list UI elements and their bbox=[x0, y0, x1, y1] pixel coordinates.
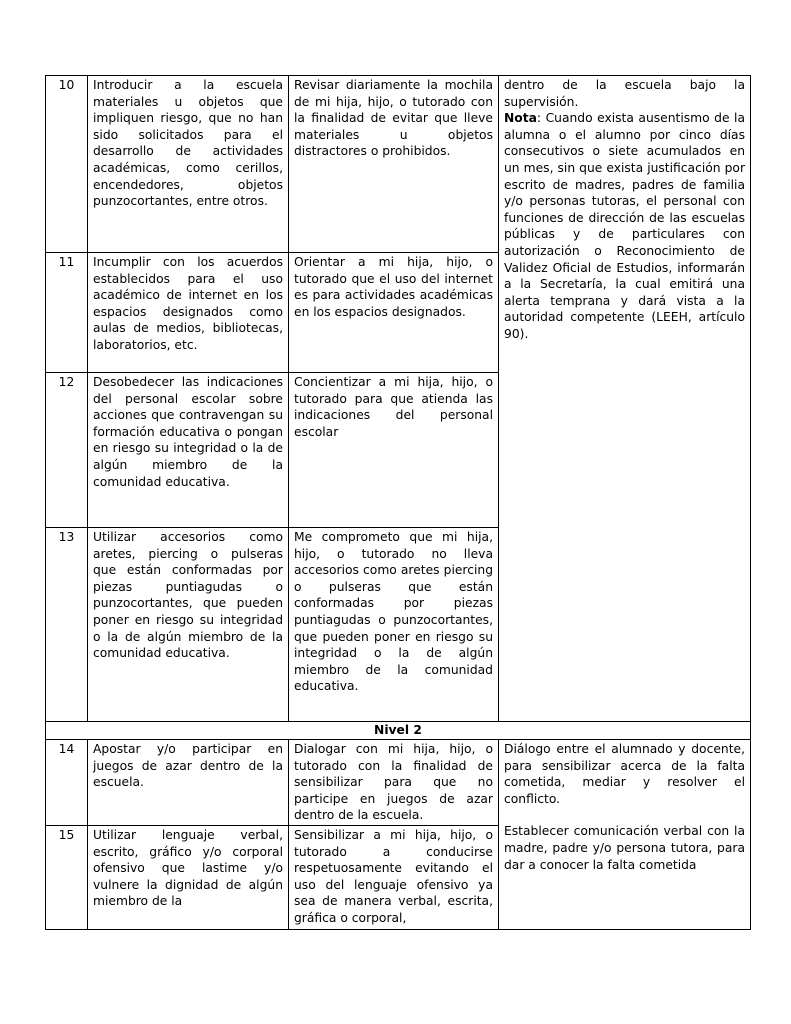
commitment-cell: Revisar diariamente la mochila de mi hija, hijo, o tutorado con la finalidad de evitar que lleve materiales u objetos distractores o prohibidos. bbox=[289, 76, 499, 253]
measures-cell bbox=[499, 740, 751, 930]
commitment-cell: Concientizar a mi hija, hijo, o tutorado para que atienda las indicaciones del personal escolar bbox=[289, 373, 499, 528]
measures-paragraph: Establecer comunicación verbal con la madre, padre y/o persona tutora, para dar a conocer la falta cometida bbox=[504, 824, 745, 872]
row-number: 11 bbox=[46, 253, 88, 373]
row-number: 12 bbox=[46, 373, 88, 528]
measures-text: dentro de la escuela bajo la supervisión. bbox=[504, 78, 745, 109]
conduct-cell: Utilizar accesorios como aretes, piercing o pulseras que están conformadas por piezas puntiagudas o punzocortantes, que pueden poner en riesgo su integridad o la de algún miembro de la comunidad educativa. bbox=[88, 528, 289, 722]
row-number: 14 bbox=[46, 740, 88, 826]
measures-paragraph: Diálogo entre el alumnado y docente, para sensibilizar acerca de la falta cometida, mediar y resolver el conflicto. bbox=[504, 742, 745, 806]
commitment-cell: Me comprometo que mi hija, hijo, o tutorado no lleva accesorios como aretes piercing o pulseras que están conformadas por piezas puntiagudas o punzocortantes, que pueden poner en riesgo su integridad o la de algún miembro de la comunidad educativa. bbox=[289, 528, 499, 722]
note-text: : Cuando exista ausentismo de la alumna o el alumno por cinco días consecutivos o siete acumulados en un mes, sin que exista justificación por escrito de madres, padres de familia y/o personas tutoras, el personal con funciones de dirección de las escuelas públicas y de particulares con autorización o Reconocimiento de Validez Oficial de Estudios, informarán a la Secretaría, la cual emitirá una alerta temprana y dará vista a la autoridad competente (LEEH, artículo 90). bbox=[504, 111, 745, 341]
row-number: 10 bbox=[46, 76, 88, 253]
measures-cell bbox=[499, 76, 751, 722]
note-label: Nota bbox=[504, 111, 537, 126]
page bbox=[45, 75, 750, 930]
row-number: 15 bbox=[46, 826, 88, 930]
level-header-row bbox=[46, 722, 751, 740]
conduct-cell: Apostar y/o participar en juegos de azar dentro de la escuela. bbox=[88, 740, 289, 826]
commitment-cell: Orientar a mi hija, hijo, o tutorado que el uso del internet es para actividades académicas en los espacios designados. bbox=[289, 253, 499, 373]
conduct-cell: Incumplir con los acuerdos establecidos para el uso académico de internet en los espacios designados como aulas de medios, bibliotecas, laboratorios, etc. bbox=[88, 253, 289, 373]
conduct-table bbox=[45, 75, 751, 930]
commitment-cell: Dialogar con mi hija, hijo, o tutorado con la finalidad de sensibilizar para que no participe en juegos de azar dentro de la escuela. bbox=[289, 740, 499, 826]
conduct-cell: Desobedecer las indicaciones del personal escolar sobre acciones que contravengan su formación educativa o pongan en riesgo su integridad o la de algún miembro de la comunidad educativa. bbox=[88, 373, 289, 528]
commitment-cell: Sensibilizar a mi hija, hijo, o tutorado a conducirse respetuosamente evitando el uso del lenguaje ofensivo ya sea de manera verbal, escrita, gráfica o corporal, bbox=[289, 826, 499, 930]
level-heading: Nivel 2 bbox=[46, 722, 751, 740]
row-number: 13 bbox=[46, 528, 88, 722]
table-row bbox=[46, 76, 751, 253]
table-row bbox=[46, 740, 751, 826]
conduct-cell: Utilizar lenguaje verbal, escrito, gráfico y/o corporal ofensivo que lastime y/o vulnere la dignidad de algún miembro de la bbox=[88, 826, 289, 930]
conduct-cell: Introducir a la escuela materiales u objetos que impliquen riesgo, que no han sido solicitados para el desarrollo de actividades académicas, como cerillos, encendedores, objetos punzocortantes, entre otros. bbox=[88, 76, 289, 253]
